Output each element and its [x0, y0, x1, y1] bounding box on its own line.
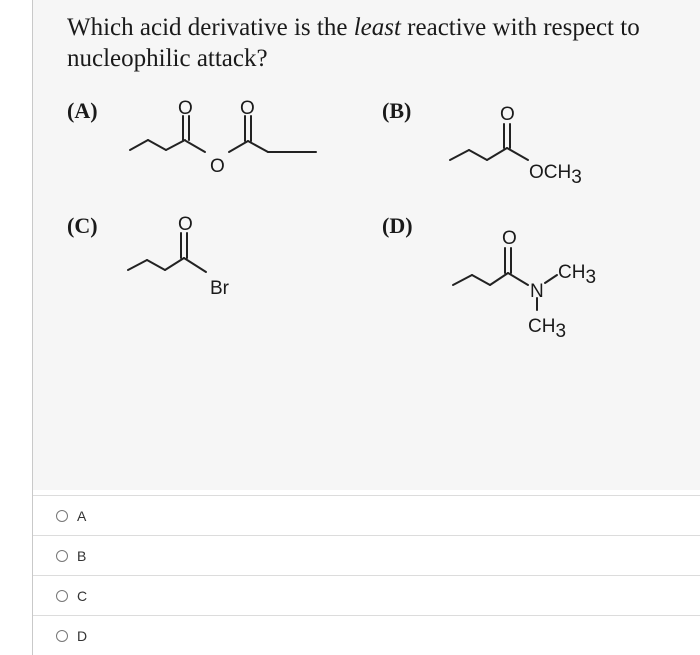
a-oxygen-1: O [178, 98, 193, 119]
d-methyl-2: CH3 [528, 316, 567, 342]
choice-c-label: C [77, 587, 88, 604]
choice-b[interactable] [33, 535, 700, 575]
b-methoxy: OCH3 [529, 162, 582, 188]
choice-a-label: A [77, 507, 87, 524]
choice-c[interactable] [33, 575, 700, 615]
emphasis-least: least [353, 14, 401, 41]
a-oxygen-bridge: O [210, 156, 225, 177]
d-methyl-1: CH3 [558, 262, 597, 288]
b-oxygen: O [500, 104, 515, 125]
choice-d[interactable] [33, 615, 700, 655]
d-oxygen: O [502, 228, 517, 249]
c-bromine: Br [210, 278, 229, 299]
choice-b-label: B [77, 547, 87, 564]
radio-d[interactable] [56, 630, 68, 642]
choice-a[interactable] [33, 495, 700, 535]
a-oxygen-2: O [240, 98, 255, 119]
radio-c[interactable] [56, 590, 68, 602]
label-d: (D) [382, 213, 413, 238]
label-b: (B) [382, 98, 412, 123]
choice-d-label: D [77, 627, 88, 644]
label-a: (A) [67, 98, 98, 123]
radio-b[interactable] [56, 550, 68, 562]
answer-choices [33, 495, 700, 655]
c-oxygen: O [178, 214, 193, 235]
label-c: (C) [67, 213, 98, 238]
radio-a[interactable] [56, 510, 68, 522]
d-nitrogen: N [530, 281, 544, 302]
question-text: Which acid derivative is the least reactive with respect to nucleophilic attack? [67, 14, 640, 72]
